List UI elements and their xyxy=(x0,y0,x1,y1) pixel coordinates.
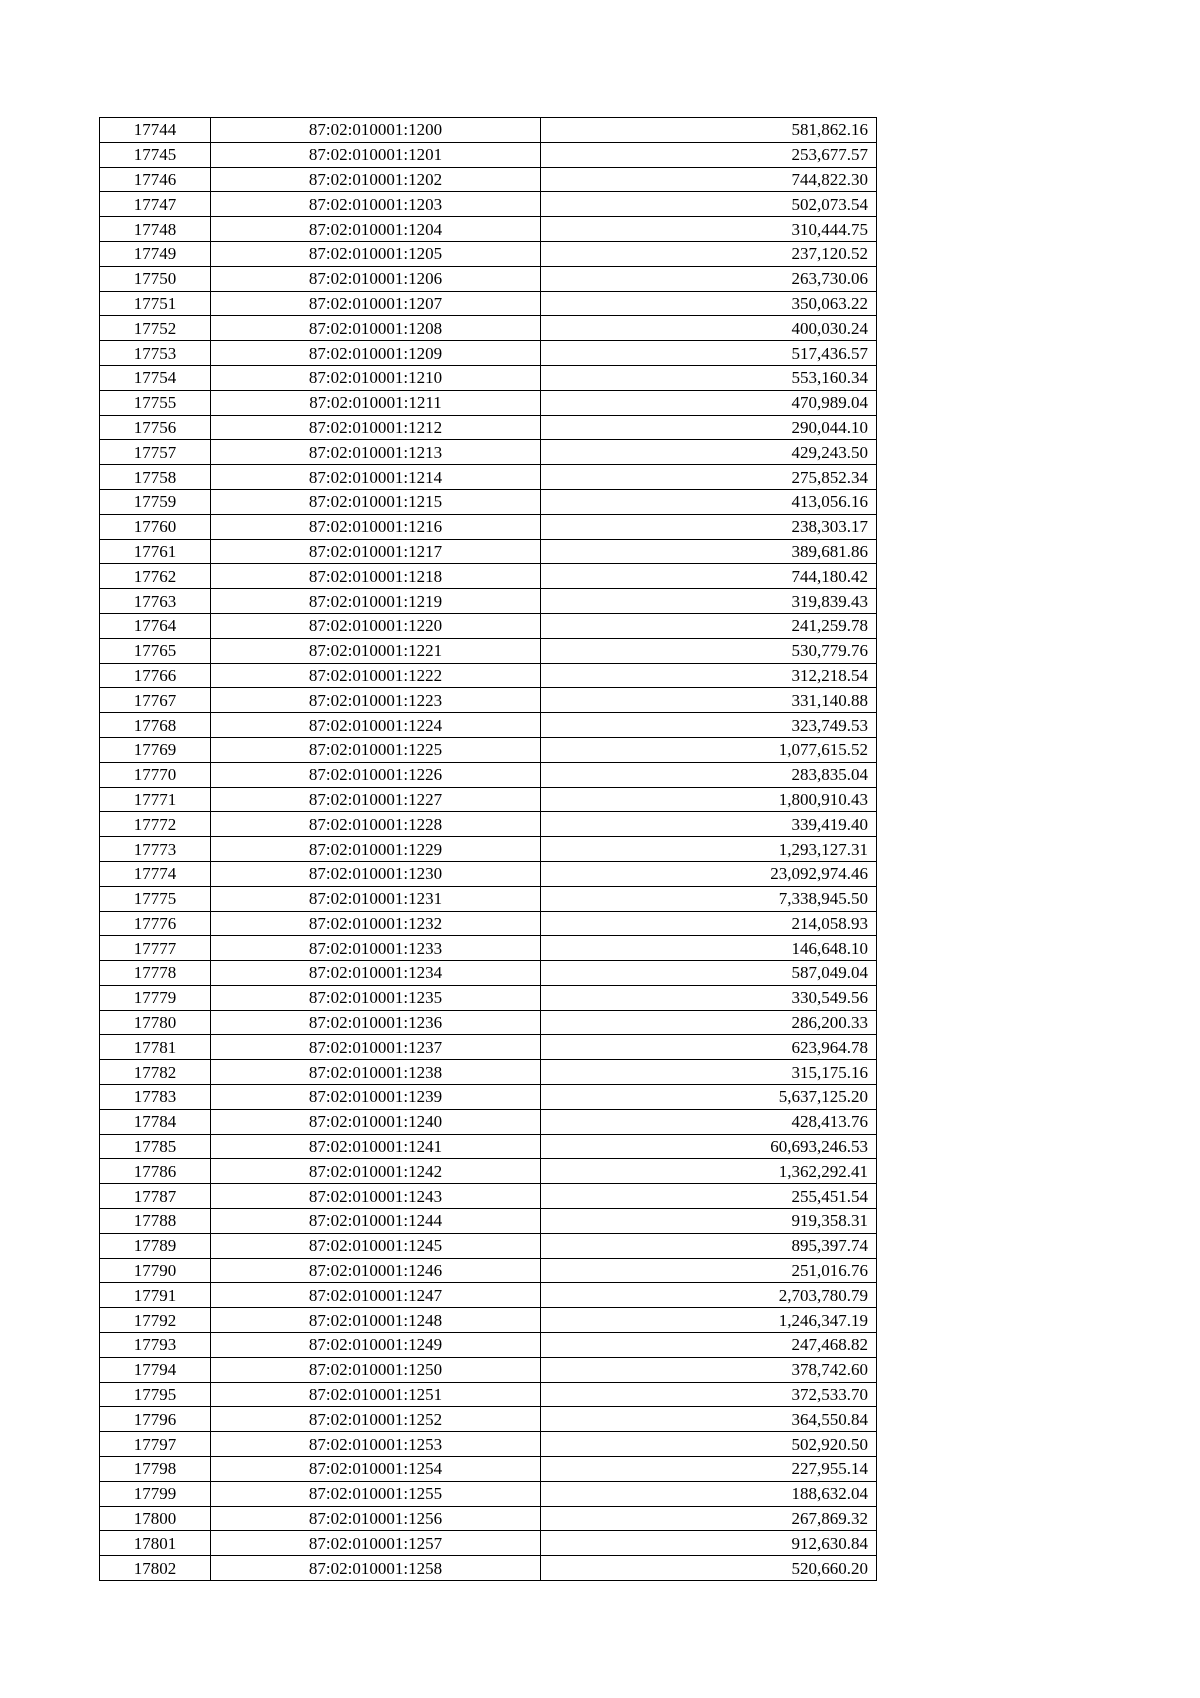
cadastral-number-cell: 87:02:010001:1238 xyxy=(211,1060,541,1085)
row-number-cell: 17756 xyxy=(100,415,211,440)
value-cell: 267,869.32 xyxy=(541,1506,877,1531)
value-cell: 553,160.34 xyxy=(541,365,877,390)
row-number-cell: 17770 xyxy=(100,762,211,787)
row-number-cell: 17759 xyxy=(100,489,211,514)
cadastral-number-cell: 87:02:010001:1235 xyxy=(211,985,541,1010)
value-cell: 1,246,347.19 xyxy=(541,1308,877,1333)
table-row xyxy=(100,1457,877,1482)
cadastral-number-cell: 87:02:010001:1223 xyxy=(211,688,541,713)
table-row xyxy=(100,886,877,911)
value-cell: 400,030.24 xyxy=(541,316,877,341)
row-number-cell: 17745 xyxy=(100,142,211,167)
row-number-cell: 17775 xyxy=(100,886,211,911)
row-number-cell: 17789 xyxy=(100,1233,211,1258)
table-body xyxy=(100,118,877,1581)
value-cell: 310,444.75 xyxy=(541,217,877,242)
table-row xyxy=(100,936,877,961)
row-number-cell: 17757 xyxy=(100,440,211,465)
table-row xyxy=(100,514,877,539)
value-cell: 60,693,246.53 xyxy=(541,1134,877,1159)
table-row xyxy=(100,1506,877,1531)
cadastral-number-cell: 87:02:010001:1250 xyxy=(211,1357,541,1382)
value-cell: 581,862.16 xyxy=(541,118,877,143)
row-number-cell: 17791 xyxy=(100,1283,211,1308)
row-number-cell: 17747 xyxy=(100,192,211,217)
row-number-cell: 17766 xyxy=(100,663,211,688)
value-cell: 255,451.54 xyxy=(541,1184,877,1209)
cadastral-number-cell: 87:02:010001:1227 xyxy=(211,787,541,812)
value-cell: 517,436.57 xyxy=(541,341,877,366)
cadastral-number-cell: 87:02:010001:1252 xyxy=(211,1407,541,1432)
cadastral-number-cell: 87:02:010001:1242 xyxy=(211,1159,541,1184)
cadastral-number-cell: 87:02:010001:1247 xyxy=(211,1283,541,1308)
table-row xyxy=(100,1010,877,1035)
table-row xyxy=(100,1184,877,1209)
value-cell: 188,632.04 xyxy=(541,1481,877,1506)
cadastral-number-cell: 87:02:010001:1210 xyxy=(211,365,541,390)
cadastral-number-cell: 87:02:010001:1246 xyxy=(211,1258,541,1283)
value-cell: 428,413.76 xyxy=(541,1109,877,1134)
table-row xyxy=(100,787,877,812)
cadastral-number-cell: 87:02:010001:1208 xyxy=(211,316,541,341)
row-number-cell: 17765 xyxy=(100,638,211,663)
row-number-cell: 17787 xyxy=(100,1184,211,1209)
value-cell: 23,092,974.46 xyxy=(541,861,877,886)
row-number-cell: 17769 xyxy=(100,737,211,762)
value-cell: 241,259.78 xyxy=(541,613,877,638)
table-row xyxy=(100,1333,877,1358)
value-cell: 919,358.31 xyxy=(541,1209,877,1234)
value-cell: 315,175.16 xyxy=(541,1060,877,1085)
row-number-cell: 17761 xyxy=(100,539,211,564)
table-row xyxy=(100,762,877,787)
table-row xyxy=(100,241,877,266)
cadastral-number-cell: 87:02:010001:1236 xyxy=(211,1010,541,1035)
table-row xyxy=(100,1209,877,1234)
cadastral-number-cell: 87:02:010001:1233 xyxy=(211,936,541,961)
table-row xyxy=(100,1258,877,1283)
cadastral-number-cell: 87:02:010001:1205 xyxy=(211,241,541,266)
cadastral-number-cell: 87:02:010001:1239 xyxy=(211,1085,541,1110)
cadastral-number-cell: 87:02:010001:1253 xyxy=(211,1432,541,1457)
cadastral-number-cell: 87:02:010001:1231 xyxy=(211,886,541,911)
table-row xyxy=(100,1035,877,1060)
cadastral-number-cell: 87:02:010001:1230 xyxy=(211,861,541,886)
table-row xyxy=(100,638,877,663)
value-cell: 429,243.50 xyxy=(541,440,877,465)
table-row xyxy=(100,266,877,291)
row-number-cell: 17755 xyxy=(100,390,211,415)
row-number-cell: 17752 xyxy=(100,316,211,341)
row-number-cell: 17748 xyxy=(100,217,211,242)
value-cell: 530,779.76 xyxy=(541,638,877,663)
cadastral-number-cell: 87:02:010001:1219 xyxy=(211,589,541,614)
cadastral-number-cell: 87:02:010001:1241 xyxy=(211,1134,541,1159)
row-number-cell: 17786 xyxy=(100,1159,211,1184)
value-cell: 372,533.70 xyxy=(541,1382,877,1407)
row-number-cell: 17792 xyxy=(100,1308,211,1333)
cadastral-number-cell: 87:02:010001:1218 xyxy=(211,564,541,589)
row-number-cell: 17797 xyxy=(100,1432,211,1457)
value-cell: 286,200.33 xyxy=(541,1010,877,1035)
cadastral-number-cell: 87:02:010001:1243 xyxy=(211,1184,541,1209)
row-number-cell: 17751 xyxy=(100,291,211,316)
row-number-cell: 17783 xyxy=(100,1085,211,1110)
cadastral-number-cell: 87:02:010001:1217 xyxy=(211,539,541,564)
table-row xyxy=(100,663,877,688)
cadastral-number-cell: 87:02:010001:1258 xyxy=(211,1556,541,1581)
table-row xyxy=(100,961,877,986)
row-number-cell: 17799 xyxy=(100,1481,211,1506)
cadastral-number-cell: 87:02:010001:1257 xyxy=(211,1531,541,1556)
row-number-cell: 17778 xyxy=(100,961,211,986)
cadastral-number-cell: 87:02:010001:1237 xyxy=(211,1035,541,1060)
table-row xyxy=(100,589,877,614)
row-number-cell: 17779 xyxy=(100,985,211,1010)
row-number-cell: 17802 xyxy=(100,1556,211,1581)
row-number-cell: 17781 xyxy=(100,1035,211,1060)
row-number-cell: 17777 xyxy=(100,936,211,961)
value-cell: 470,989.04 xyxy=(541,390,877,415)
cadastral-number-cell: 87:02:010001:1249 xyxy=(211,1333,541,1358)
cadastral-number-cell: 87:02:010001:1202 xyxy=(211,167,541,192)
value-cell: 283,835.04 xyxy=(541,762,877,787)
value-cell: 413,056.16 xyxy=(541,489,877,514)
cadastral-number-cell: 87:02:010001:1206 xyxy=(211,266,541,291)
row-number-cell: 17785 xyxy=(100,1134,211,1159)
table-row xyxy=(100,440,877,465)
cadastral-number-cell: 87:02:010001:1234 xyxy=(211,961,541,986)
table-row xyxy=(100,217,877,242)
row-number-cell: 17760 xyxy=(100,514,211,539)
table-row xyxy=(100,1308,877,1333)
table-row xyxy=(100,291,877,316)
row-number-cell: 17773 xyxy=(100,837,211,862)
cadastral-number-cell: 87:02:010001:1254 xyxy=(211,1457,541,1482)
value-cell: 2,703,780.79 xyxy=(541,1283,877,1308)
table-row xyxy=(100,1432,877,1457)
cadastral-number-cell: 87:02:010001:1240 xyxy=(211,1109,541,1134)
row-number-cell: 17768 xyxy=(100,713,211,738)
cadastral-number-cell: 87:02:010001:1207 xyxy=(211,291,541,316)
value-cell: 331,140.88 xyxy=(541,688,877,713)
row-number-cell: 17780 xyxy=(100,1010,211,1035)
table-row xyxy=(100,1382,877,1407)
value-cell: 1,293,127.31 xyxy=(541,837,877,862)
row-number-cell: 17763 xyxy=(100,589,211,614)
row-number-cell: 17764 xyxy=(100,613,211,638)
value-cell: 623,964.78 xyxy=(541,1035,877,1060)
table-row xyxy=(100,316,877,341)
row-number-cell: 17750 xyxy=(100,266,211,291)
cadastral-number-cell: 87:02:010001:1256 xyxy=(211,1506,541,1531)
table-row xyxy=(100,911,877,936)
table-row xyxy=(100,861,877,886)
table-row xyxy=(100,390,877,415)
row-number-cell: 17772 xyxy=(100,812,211,837)
value-cell: 1,362,292.41 xyxy=(541,1159,877,1184)
table-row xyxy=(100,737,877,762)
table-row xyxy=(100,1407,877,1432)
table-row xyxy=(100,1109,877,1134)
value-cell: 364,550.84 xyxy=(541,1407,877,1432)
value-cell: 350,063.22 xyxy=(541,291,877,316)
value-cell: 319,839.43 xyxy=(541,589,877,614)
cadastral-number-cell: 87:02:010001:1211 xyxy=(211,390,541,415)
table-row xyxy=(100,142,877,167)
table-row xyxy=(100,985,877,1010)
value-cell: 520,660.20 xyxy=(541,1556,877,1581)
table-row xyxy=(100,1283,877,1308)
value-cell: 238,303.17 xyxy=(541,514,877,539)
value-cell: 323,749.53 xyxy=(541,713,877,738)
cadastral-number-cell: 87:02:010001:1222 xyxy=(211,663,541,688)
row-number-cell: 17776 xyxy=(100,911,211,936)
row-number-cell: 17762 xyxy=(100,564,211,589)
row-number-cell: 17754 xyxy=(100,365,211,390)
row-number-cell: 17782 xyxy=(100,1060,211,1085)
row-number-cell: 17767 xyxy=(100,688,211,713)
row-number-cell: 17801 xyxy=(100,1531,211,1556)
row-number-cell: 17793 xyxy=(100,1333,211,1358)
value-cell: 587,049.04 xyxy=(541,961,877,986)
cadastral-number-cell: 87:02:010001:1245 xyxy=(211,1233,541,1258)
row-number-cell: 17795 xyxy=(100,1382,211,1407)
table-row xyxy=(100,489,877,514)
table-row xyxy=(100,415,877,440)
table-row xyxy=(100,341,877,366)
table-row xyxy=(100,613,877,638)
value-cell: 1,800,910.43 xyxy=(541,787,877,812)
table-row xyxy=(100,1481,877,1506)
row-number-cell: 17784 xyxy=(100,1109,211,1134)
cadastral-value-table xyxy=(99,117,877,1581)
table-row xyxy=(100,465,877,490)
value-cell: 290,044.10 xyxy=(541,415,877,440)
row-number-cell: 17774 xyxy=(100,861,211,886)
table-row xyxy=(100,167,877,192)
value-cell: 895,397.74 xyxy=(541,1233,877,1258)
cadastral-number-cell: 87:02:010001:1228 xyxy=(211,812,541,837)
value-cell: 912,630.84 xyxy=(541,1531,877,1556)
table-row xyxy=(100,1159,877,1184)
row-number-cell: 17758 xyxy=(100,465,211,490)
value-cell: 1,077,615.52 xyxy=(541,737,877,762)
table-row xyxy=(100,1233,877,1258)
row-number-cell: 17744 xyxy=(100,118,211,143)
table-row xyxy=(100,1556,877,1581)
cadastral-number-cell: 87:02:010001:1209 xyxy=(211,341,541,366)
value-cell: 312,218.54 xyxy=(541,663,877,688)
value-cell: 247,468.82 xyxy=(541,1333,877,1358)
table-row xyxy=(100,688,877,713)
cadastral-number-cell: 87:02:010001:1221 xyxy=(211,638,541,663)
table-row xyxy=(100,1134,877,1159)
value-cell: 146,648.10 xyxy=(541,936,877,961)
table-row xyxy=(100,713,877,738)
table-row xyxy=(100,1357,877,1382)
table-row xyxy=(100,812,877,837)
cadastral-number-cell: 87:02:010001:1229 xyxy=(211,837,541,862)
value-cell: 744,822.30 xyxy=(541,167,877,192)
value-cell: 330,549.56 xyxy=(541,985,877,1010)
cadastral-number-cell: 87:02:010001:1244 xyxy=(211,1209,541,1234)
table-row xyxy=(100,192,877,217)
value-cell: 5,637,125.20 xyxy=(541,1085,877,1110)
row-number-cell: 17771 xyxy=(100,787,211,812)
cadastral-number-cell: 87:02:010001:1204 xyxy=(211,217,541,242)
value-cell: 7,338,945.50 xyxy=(541,886,877,911)
row-number-cell: 17790 xyxy=(100,1258,211,1283)
value-cell: 378,742.60 xyxy=(541,1357,877,1382)
cadastral-number-cell: 87:02:010001:1201 xyxy=(211,142,541,167)
table-row xyxy=(100,564,877,589)
cadastral-number-cell: 87:02:010001:1215 xyxy=(211,489,541,514)
row-number-cell: 17800 xyxy=(100,1506,211,1531)
value-cell: 389,681.86 xyxy=(541,539,877,564)
value-cell: 214,058.93 xyxy=(541,911,877,936)
row-number-cell: 17746 xyxy=(100,167,211,192)
cadastral-number-cell: 87:02:010001:1214 xyxy=(211,465,541,490)
table-row xyxy=(100,118,877,143)
cadastral-number-cell: 87:02:010001:1213 xyxy=(211,440,541,465)
value-cell: 744,180.42 xyxy=(541,564,877,589)
cadastral-number-cell: 87:02:010001:1232 xyxy=(211,911,541,936)
value-cell: 275,852.34 xyxy=(541,465,877,490)
table-row xyxy=(100,1085,877,1110)
row-number-cell: 17796 xyxy=(100,1407,211,1432)
value-cell: 263,730.06 xyxy=(541,266,877,291)
value-cell: 227,955.14 xyxy=(541,1457,877,1482)
cadastral-number-cell: 87:02:010001:1225 xyxy=(211,737,541,762)
row-number-cell: 17794 xyxy=(100,1357,211,1382)
value-cell: 339,419.40 xyxy=(541,812,877,837)
table-row xyxy=(100,539,877,564)
cadastral-number-cell: 87:02:010001:1212 xyxy=(211,415,541,440)
row-number-cell: 17753 xyxy=(100,341,211,366)
cadastral-number-cell: 87:02:010001:1203 xyxy=(211,192,541,217)
cadastral-number-cell: 87:02:010001:1248 xyxy=(211,1308,541,1333)
row-number-cell: 17798 xyxy=(100,1457,211,1482)
cadastral-number-cell: 87:02:010001:1255 xyxy=(211,1481,541,1506)
cadastral-number-cell: 87:02:010001:1200 xyxy=(211,118,541,143)
row-number-cell: 17749 xyxy=(100,241,211,266)
value-cell: 251,016.76 xyxy=(541,1258,877,1283)
row-number-cell: 17788 xyxy=(100,1209,211,1234)
cadastral-number-cell: 87:02:010001:1216 xyxy=(211,514,541,539)
value-cell: 502,920.50 xyxy=(541,1432,877,1457)
value-cell: 502,073.54 xyxy=(541,192,877,217)
cadastral-number-cell: 87:02:010001:1224 xyxy=(211,713,541,738)
table-row xyxy=(100,1531,877,1556)
cadastral-number-cell: 87:02:010001:1251 xyxy=(211,1382,541,1407)
table-row xyxy=(100,1060,877,1085)
cadastral-number-cell: 87:02:010001:1226 xyxy=(211,762,541,787)
value-cell: 253,677.57 xyxy=(541,142,877,167)
cadastral-number-cell: 87:02:010001:1220 xyxy=(211,613,541,638)
table-row xyxy=(100,837,877,862)
value-cell: 237,120.52 xyxy=(541,241,877,266)
table-row xyxy=(100,365,877,390)
